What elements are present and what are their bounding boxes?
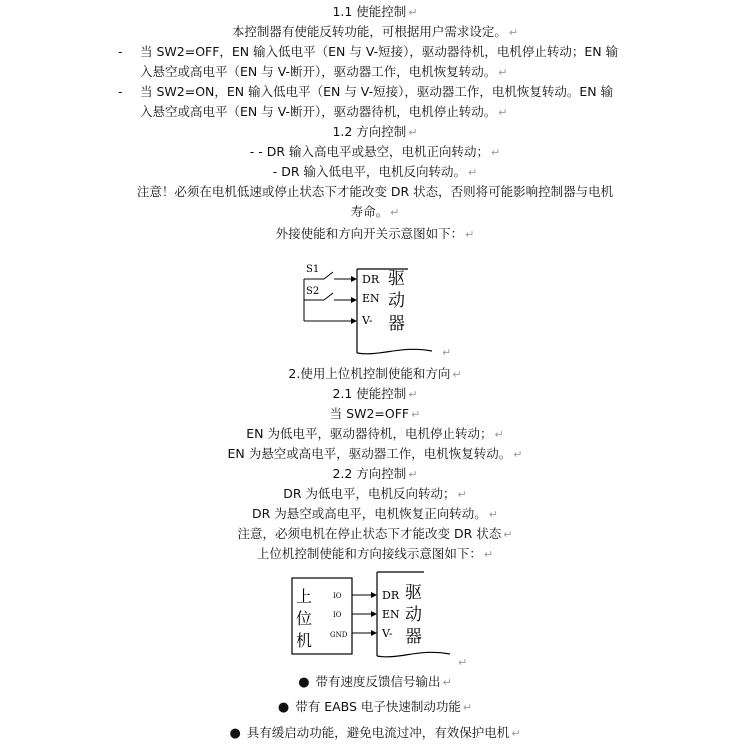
host-wiring-diagram xyxy=(288,568,473,668)
gnd-label: GND xyxy=(330,631,348,639)
section-2-2-dr-low: DR 为低电平，电机反向转动； ↵ xyxy=(283,486,467,501)
section-1-2-item2: - DR 输入低电平，电机反向转动。 ↵ xyxy=(272,164,478,179)
list-dash: - xyxy=(118,44,123,59)
pin-en-label: EN xyxy=(382,608,400,621)
driver-char-3: 器 xyxy=(388,314,405,334)
pin-v-label: V- xyxy=(382,627,393,640)
section-1-1-item1-line1: 当 SW2=OFF，EN 输入低电平（EN 与 V-短接），驱动器待机，电机停止转动；EN 输 xyxy=(140,44,619,59)
s2-label: S2 xyxy=(306,286,320,297)
section-1-2-note-line1: 注意！必须在电机低速或停止状态下才能改变 DR 状态，否则将可能影响控制器与电机 xyxy=(136,184,614,199)
host-char-1: 上 xyxy=(296,587,313,606)
host-char-2: 位 xyxy=(296,609,313,628)
section-1-2-heading: 1.2 方向控制 ↵ xyxy=(332,124,418,139)
pin-en-label: EN xyxy=(362,292,380,305)
host-char-3: 机 xyxy=(296,631,313,650)
en-arrow-icon xyxy=(351,297,357,303)
section-1-1-heading: 1.1 使能控制 ↵ xyxy=(332,4,418,19)
en-arrow-icon xyxy=(371,611,377,617)
driver-char-2: 动 xyxy=(405,605,422,625)
section-1-2-note-line2: 寿命。 ↵ xyxy=(350,204,400,219)
bullet-icon: ● xyxy=(298,675,310,690)
list-dash: - xyxy=(118,84,123,99)
driver-char-1: 驱 xyxy=(405,583,422,603)
dr-arrow-icon xyxy=(371,592,377,598)
switch-wiring-diagram xyxy=(300,255,460,365)
s1-label: S1 xyxy=(306,264,320,275)
diagram2-para-mark: ↵ xyxy=(458,656,468,669)
section-2-heading: 2.使用上位机控制使能和方向 ↵ xyxy=(288,366,462,381)
pin-dr-label: DR xyxy=(362,273,380,286)
pin-v-label: V- xyxy=(362,314,373,327)
pin-dr-label: DR xyxy=(382,589,400,602)
v-minus-arrow-icon xyxy=(351,318,357,324)
driver-char-3: 器 xyxy=(405,627,422,647)
io1-label: IO xyxy=(333,592,342,600)
io2-label: IO xyxy=(333,611,342,619)
section-1-1-intro: 本控制器有使能反转功能，可根据用户需求设定。 ↵ xyxy=(231,24,519,39)
diagram1-para-mark: ↵ xyxy=(442,346,452,359)
section-2-1-heading: 2.1 使能控制 ↵ xyxy=(332,386,418,401)
dr-arrow-icon xyxy=(351,276,357,282)
driver-box-cut-edge xyxy=(357,349,432,354)
section-2-2-note: 注意，必须电机在停止状态下才能改变 DR 状态 ↵ xyxy=(237,526,513,541)
bullet-icon: ● xyxy=(277,700,290,715)
section-2-1-en-low: EN 为低电平，驱动器待机，电机停止转动； ↵ xyxy=(246,426,504,441)
section-2-2-dr-float: DR 为悬空或高电平，电机恢复正向转动。 ↵ xyxy=(251,506,498,521)
section-2-1-en-float: EN 为悬空或高电平，驱动器工作，电机恢复转动。 ↵ xyxy=(227,446,523,461)
s1-switch-blade xyxy=(324,272,333,279)
v-minus-arrow-icon xyxy=(371,630,377,636)
feature-item-2: ● 带有 EABS 电子快速制动功能 ↵ xyxy=(277,699,473,715)
section-1-1-item2-line2: 入悬空或高电平（EN 与 V-断开），驱动器待机，电机停止转动。 ↵ xyxy=(140,104,508,119)
s2-switch-blade xyxy=(324,293,333,300)
driver-char-1: 驱 xyxy=(388,269,405,289)
feature-item-3: ● 具有缓启动功能，避免电流过冲，有效保护电机 ↵ xyxy=(229,725,521,741)
feature-item-1: ● 带有速度反馈信号输出 ↵ xyxy=(298,674,452,690)
driver-box-cut-edge xyxy=(377,652,450,657)
section-2-1-condition: 当 SW2=OFF ↵ xyxy=(329,406,421,421)
bullet-icon: ● xyxy=(229,726,241,741)
driver-char-2: 动 xyxy=(388,291,405,311)
section-1-2-item1: - - DR 输入高电平或悬空，电机正向转动； ↵ xyxy=(249,144,501,159)
diagram1-caption: 外接使能和方向开关示意图如下： ↵ xyxy=(275,226,475,241)
diagram2-caption: 上位机控制使能和方向接线示意图如下： ↵ xyxy=(256,546,494,561)
section-2-2-heading: 2.2 方向控制 ↵ xyxy=(332,466,418,481)
section-1-1-item1-line2: 入悬空或高电平（EN 与 V-断开），驱动器工作，电机恢复转动。 ↵ xyxy=(140,64,508,79)
section-1-1-item2-line1: 当 SW2=ON，EN 输入低电平（EN 与 V-短接），驱动器工作，电机恢复转动。EN 输 xyxy=(140,84,614,99)
